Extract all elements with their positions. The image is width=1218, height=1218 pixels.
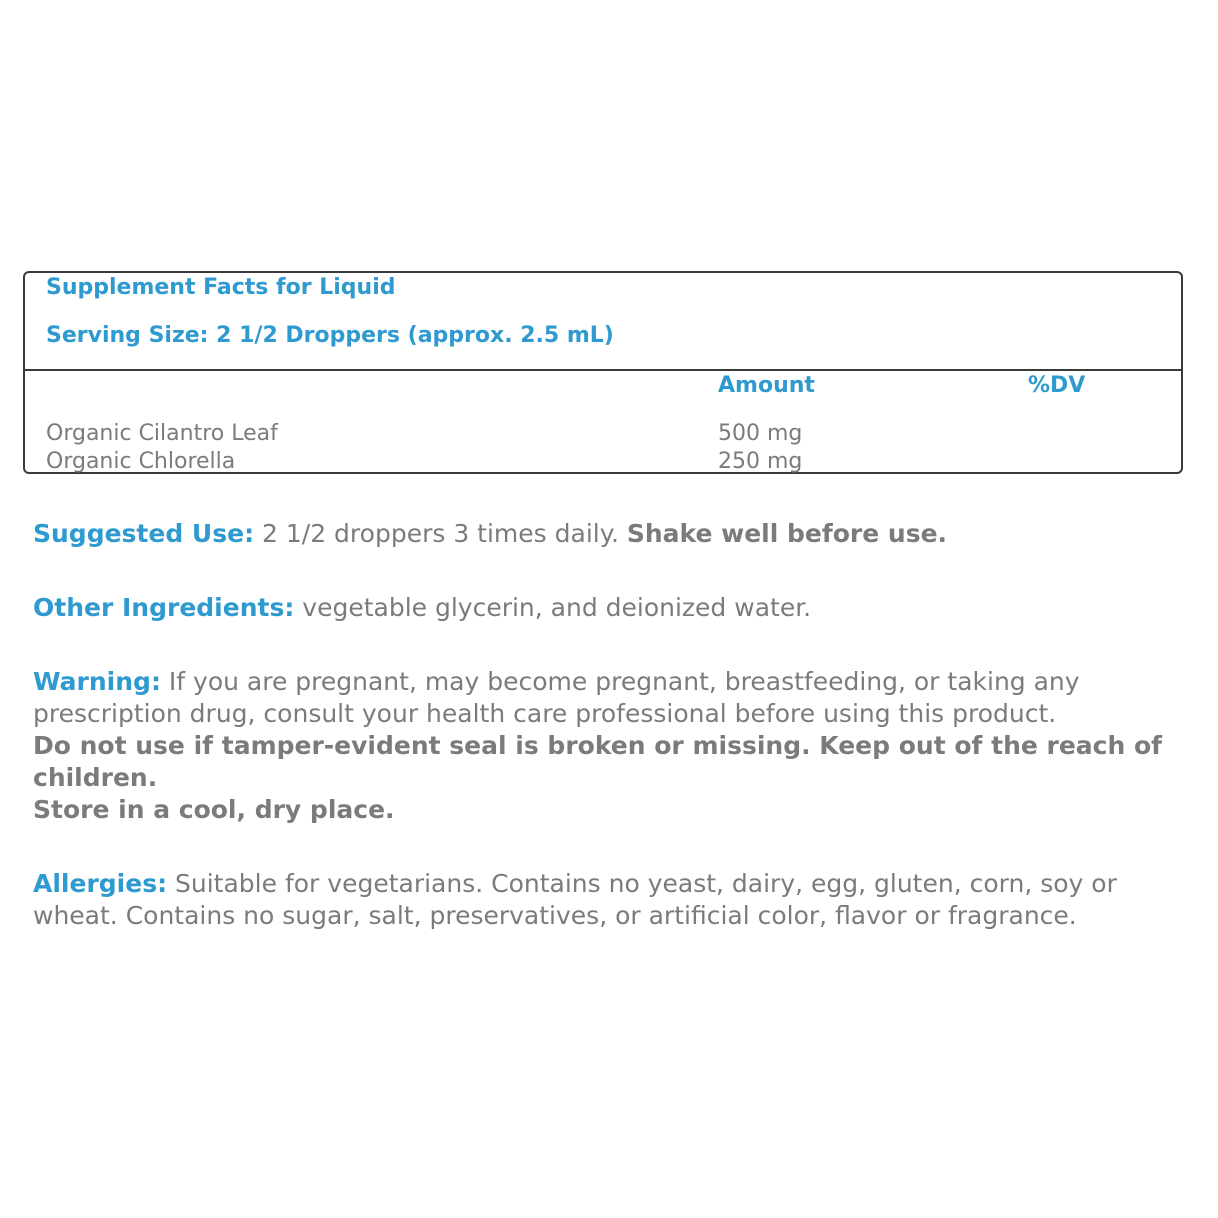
- suggested-use-label: Suggested Use:: [33, 519, 255, 548]
- storage-note: Store in a cool, dry place.: [33, 795, 395, 824]
- warning-line-3: Do not use if tamper-evident seal is broken or missing. Keep out of the reach of: [33, 731, 1163, 760]
- ingredient-name: Organic Chlorella: [46, 449, 236, 474]
- ingredient-amount: 250 mg: [718, 449, 803, 474]
- ingredient-amount: 500 mg: [718, 421, 803, 446]
- allergies-line-2: wheat. Contains no sugar, salt, preservatives, or artificial color, flavor or fragrance.: [33, 901, 1077, 930]
- other-ingredients-label: Other Ingredients:: [33, 593, 295, 622]
- allergies-label: Allergies:: [33, 869, 168, 898]
- ingredient-row: [25, 421, 1181, 449]
- allergies-text-1: Suitable for vegetarians. Contains no yeast, dairy, egg, gluten, corn, soy or: [167, 869, 1117, 898]
- other-ingredients-line: [33, 592, 1173, 624]
- allergies-line-1: [33, 868, 1173, 900]
- warning-line-4: children.: [33, 763, 158, 792]
- warning-label: Warning:: [33, 667, 161, 696]
- facts-title: Supplement Facts for Liquid: [46, 275, 396, 300]
- amount-column-header: Amount: [718, 373, 815, 398]
- dv-column-header: %DV: [1028, 373, 1086, 398]
- warning-text-1: If you are pregnant, may become pregnant, breastfeeding, or taking any: [160, 667, 1080, 696]
- suggested-use-text: 2 1/2 droppers 3 times daily.: [254, 519, 627, 548]
- ingredient-name: Organic Cilantro Leaf: [46, 421, 278, 446]
- facts-divider: [25, 369, 1181, 371]
- warning-section: [33, 666, 1173, 826]
- other-ingredients-text: vegetable glycerin, and deionized water.: [294, 593, 812, 622]
- ingredient-row: [25, 449, 1181, 477]
- allergies-section: [33, 868, 1173, 932]
- suggested-use-section: [33, 518, 1173, 550]
- other-ingredients-section: [33, 592, 1173, 624]
- serving-size: Serving Size: 2 1/2 Droppers (approx. 2.5 mL): [46, 323, 614, 348]
- suggested-use-emphasis: Shake well before use.: [626, 519, 948, 548]
- supplement-facts-panel: [23, 271, 1183, 474]
- warning-line-2: prescription drug, consult your health care professional before using this product.: [33, 699, 1057, 728]
- suggested-use-line: [33, 518, 1173, 550]
- warning-line-1: [33, 666, 1173, 698]
